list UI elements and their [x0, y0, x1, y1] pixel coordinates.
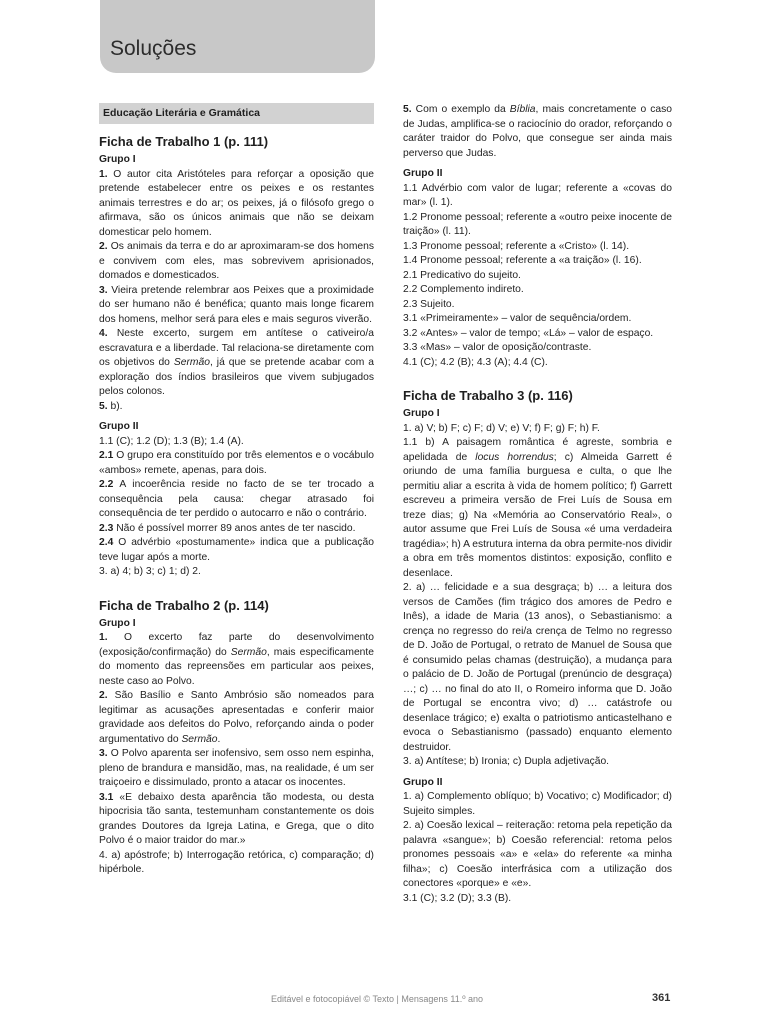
- answer-item: 1. a) V; b) F; c) F; d) V; e) V; f) F; g) F; h) F.: [403, 422, 600, 434]
- answer-item: 3.2 «Antes» – valor de tempo; «Lá» – valor de espaço.: [403, 327, 654, 339]
- answer-item: 1.1 b) A paisagem romântica é agreste, sombria e apelidada de locus horrendus; c) Almeida Garrett é oriundo de uma família burguesa e culta, o que lhe permitiu aliar a escrita à vida de homem político; f) Garrett escreveu a primeira versão de Frei Luís de Sousa em treze dias; g) Na «Memória ao Conservatório Real», o autor assume que Frei Luís de Sousa «é uma verdadeira tragédia»; h) A estrutura interna da obra permite-nos dividir a obra em três momentos distintos: exposição, conflito e desenlace.: [403, 437, 673, 579]
- answer-item: 3. Vieira pretende relembrar aos Peixes que a proximidade do ser humano não é benéfica; quanto mais longe ficarem dos homens, melhor será para eles e mais seguros viverão.: [99, 284, 374, 325]
- answer-item: 3. O Polvo aparenta ser inofensivo, sem osso nem espinha, pleno de brandura e mansidão, mas, na realidade, é um ser traiçoeiro e dissimulado, pronto a atacar os inocentes.: [99, 748, 374, 788]
- answer-item: 3.3 «Mas» – valor de oposição/contraste.: [403, 342, 592, 353]
- answer-item: 4. Neste excerto, surgem em antítese o cativeiro/a escravatura e a liberdade. Tal relaciona-se diretamente com os objetivos do Sermão, já que se pretende acabar com a exploração dos índios brasileiros que vivem subjugados pelos colonos.: [99, 328, 374, 397]
- answer-item: 1.1 (C); 1.2 (D); 1.3 (B); 1.4 (A).: [99, 435, 244, 447]
- answer-item: 3.1 «Primeiramente» – valor de sequência/ordem.: [403, 313, 632, 324]
- answer-item: 4. a) apóstrofe; b) Interrogação retórica, c) comparação; d) hipérbole.: [99, 849, 374, 875]
- answer-item: 1. O excerto faz parte do desenvolvimento (exposição/confirmação) do Sermão, mais especificamente do momento das repreensões em particular aos peixes, neste caso ao Polvo.: [99, 632, 374, 687]
- answer-item: 1. a) Complemento oblíquo; b) Vocativo; c) Modificador; d) Sujeito simples.: [403, 791, 672, 817]
- answer-item: 2. São Basílio e Santo Ambrósio são nomeados para legitimar as acusações apresentadas e conferir maior gravidade aos defeitos do Polvo, reforçando ainda o poder argumentativo do Sermão.: [99, 690, 374, 745]
- answer-item: 2. a) Coesão lexical – reiteração: retoma pela repetição da palavra «sangue»; b) Coesão referencial: retoma pelos pronomes pessoais «a» e «ela» do referente «a minha filha»; c) Coesão interfrásica com a utilização dos conectores «porque» e «e».: [403, 820, 672, 889]
- grupo-heading: Grupo I: [99, 617, 136, 629]
- grupo-heading: Grupo II: [99, 421, 139, 432]
- grupo-heading: Grupo II: [403, 776, 443, 788]
- answer-item: 1.1 Advérbio com valor de lugar; referente a «covas do mar» (l. 1).: [403, 182, 672, 208]
- page-number: 361: [652, 992, 671, 1004]
- answer-item: 2.1 O grupo era constituído por três elementos e o vocábulo «ambos» remete, apenas, para dois.: [99, 450, 374, 476]
- ficha-3-title: Ficha de Trabalho 3 (p. 116): [403, 388, 573, 403]
- header-tab: [100, 0, 375, 73]
- section-band: Educação Literária e Gramática: [99, 103, 374, 124]
- answer-item: 2.1 Predicativo do sujeito.: [403, 269, 521, 281]
- answer-item: 2.3 Sujeito.: [403, 298, 455, 310]
- answer-item: 3. a) Antítese; b) Ironia; c) Dupla adjetivação.: [403, 756, 610, 767]
- answer-item: 3.1 «E debaixo desta aparência tão modesta, ou desta hipocrisia tão santa, testemunham constantemente os dois grandes Doutores da Igreja Latina, e Grega, que o dito Polvo é o maior traidor do mar.»: [99, 791, 374, 846]
- answer-item: 2.2 Complemento indireto.: [403, 284, 524, 295]
- ficha-2-title: Ficha de Trabalho 2 (p. 114): [99, 597, 269, 613]
- left-column: [99, 103, 374, 878]
- answer-item: 1.2 Pronome pessoal; referente a «outro peixe inocente de traição» (l. 11).: [403, 211, 672, 237]
- grupo-heading: Grupo I: [99, 154, 136, 165]
- ficha-1-title: Ficha de Trabalho 1 (p. 111): [99, 134, 269, 149]
- page-title: Soluções: [110, 37, 197, 60]
- answer-item: 2. Os animais da terra e do ar aproximaram-se dos homens e convivem com eles, mas sobrevivem aprisionados, domados e domesticados.: [99, 241, 374, 281]
- answer-item: 5. Com o exemplo da Bíblia, mais concretamente o caso de Judas, amplifica-se o raciocínio do orador, reforçando o caráter traidor do Polvo, que consegue ser ainda mais perverso que Judas.: [403, 104, 672, 159]
- footer-credit: Editável e fotocopiável © Texto | Mensagens 11.º ano: [271, 994, 484, 1004]
- answer-item: 1.3 Pronome pessoal; referente a «Cristo» (l. 14).: [403, 240, 630, 252]
- answer-item: 2.4 O advérbio «postumamente» indica que a publicação teve lugar após a morte.: [99, 537, 374, 563]
- answer-item: 2.3 Não é possível morrer 89 anos antes de ter nascido.: [99, 522, 356, 534]
- answer-item: 1.4 Pronome pessoal; referente a «a traição» (l. 16).: [403, 255, 642, 266]
- answer-item: 1. O autor cita Aristóteles para reforçar a oposição que pretende estabelecer entre os peixes e os restantes animais terrestres e do ar; os peixes, já o filósofo grego o afirmava, são os únicos animais que não se deixam domesticar pelo homem.: [99, 168, 374, 238]
- grupo-heading: Grupo II: [403, 168, 443, 179]
- grupo-heading: Grupo I: [403, 408, 440, 419]
- right-column: [403, 103, 672, 906]
- answer-item: 2.2 A incoerência reside no facto de se ter trocado a consequência pela causa: chegar atrasado foi consequência de ter perdido o autocarro e não o contrário.: [99, 479, 375, 519]
- answer-item: 4.1 (C); 4.2 (B); 4.3 (A); 4.4 (C).: [403, 356, 548, 368]
- answer-item: 3.1 (C); 3.2 (D); 3.3 (B).: [403, 892, 512, 904]
- answer-item: 2. a) … felicidade e a sua desgraça; b) … a leitura dos versos de Camões (fim trágico dos amores de Pedro e Inês), a idade de Maria (13 anos), o Sebastianismo: a crença no regresso do rei/a crença de Telmo no regresso de D. João de Portugal, o retrato de Manuel de Sousa que é consumido pelas chamas (destruição), a mudança para o palácio de D. João de Portugal (prenúncio de desgraça) …; c) … no final do ato II, o Romeiro informa que D. João de Portugal se encontra vivo; d) … catástrofe ou desenlace trágico; e) exalta o patriotismo anticastelhano e evoca o Sebastianismo (passado) enquanto elemento destruidor.: [403, 582, 672, 753]
- answer-item: 5. b).: [99, 400, 123, 412]
- answer-item: 3. a) 4; b) 3; c) 1; d) 2.: [99, 566, 201, 577]
